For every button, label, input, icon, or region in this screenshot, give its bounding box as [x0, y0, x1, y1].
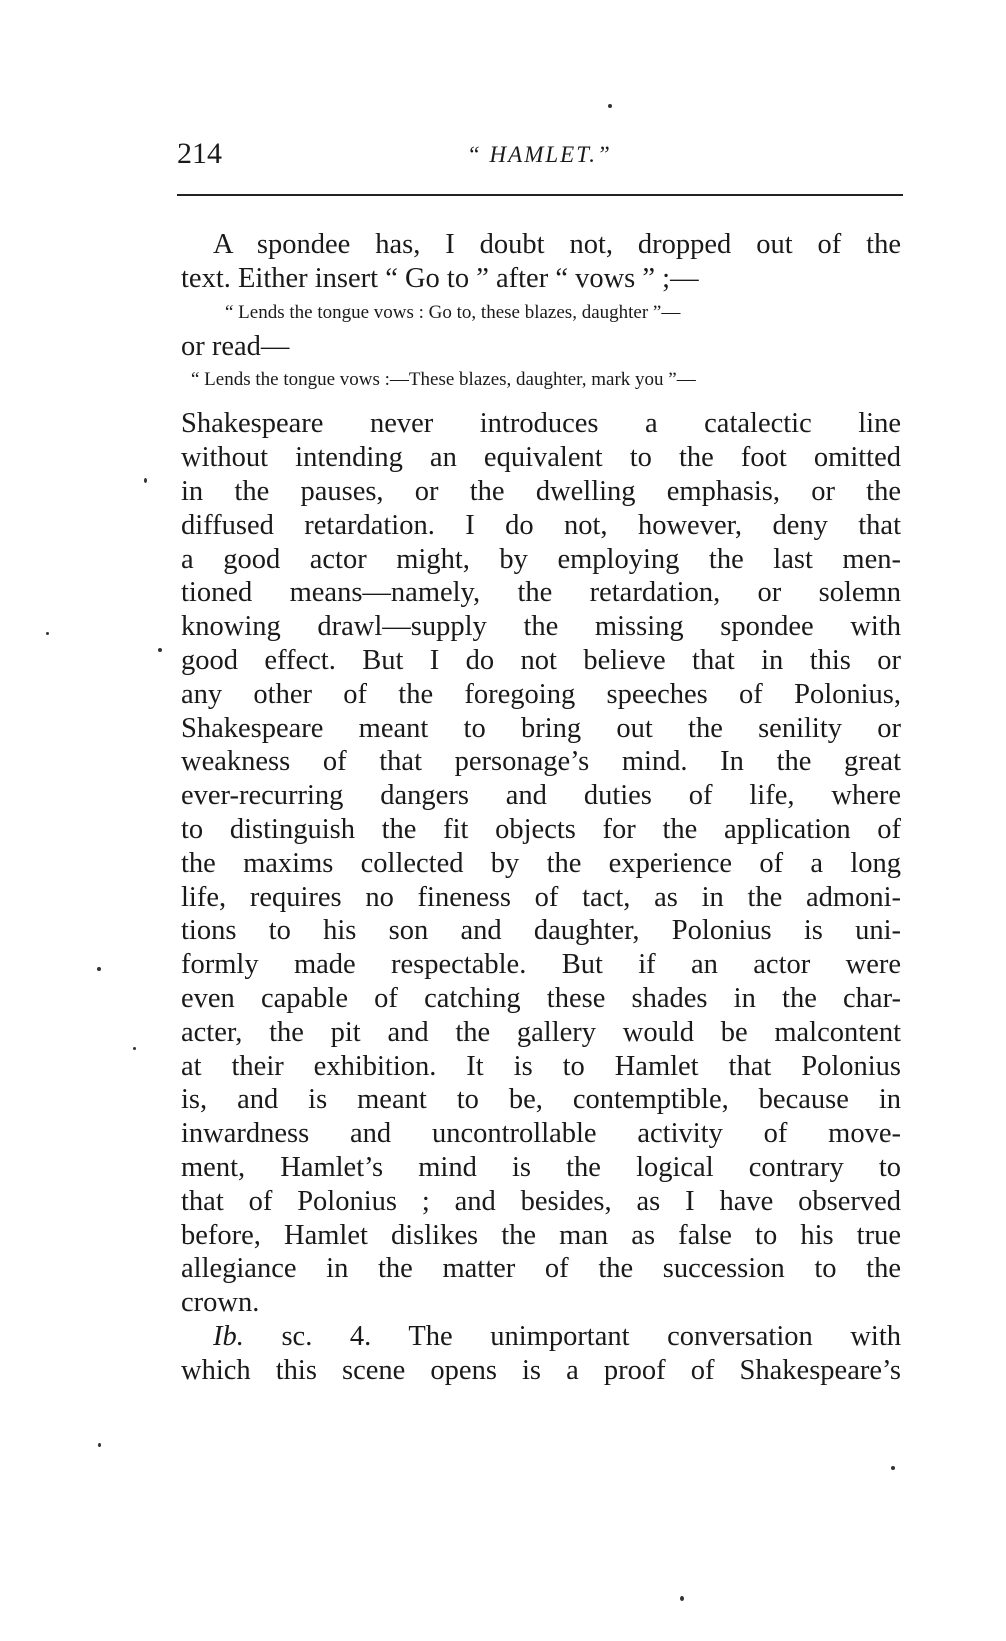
text-line: crown. — [181, 1287, 260, 1319]
text-line: before, Hamlet dislikes the man as false to his true — [181, 1219, 901, 1251]
scan-speck — [158, 648, 162, 652]
scan-speck — [891, 1466, 895, 1470]
text-line: life, requires no fineness of tact, as in the admoni- — [181, 881, 901, 913]
text-line: A spondee has, I doubt not, dropped out of the — [213, 229, 901, 260]
text-line: is, and is meant to be, contemptible, because in — [181, 1084, 901, 1116]
text-line: Shakespeare meant to bring out the senility or — [181, 712, 901, 744]
page-header — [177, 134, 903, 174]
text-line: to distinguish the fit objects for the application of — [181, 813, 901, 845]
header-rule — [177, 194, 903, 196]
scan-speck — [98, 1443, 101, 1447]
text-line-rest: sc. 4. The unimportant conversation with — [243, 1320, 901, 1352]
text-line: diffused retardation. I do not, however, deny that — [181, 509, 901, 541]
text-line: Shakespeare never introduces a catalectic line — [181, 408, 901, 440]
scan-speck — [680, 1596, 684, 1601]
text-line: weakness of that personage’s mind. In the great — [181, 746, 901, 778]
text-line: in the pauses, or the dwelling emphasis, or the — [181, 475, 901, 507]
text-line: or read— — [181, 330, 290, 362]
text-line: even capable of catching these shades in the char- — [181, 982, 901, 1014]
text-line: formly made respectable. But if an actor were — [181, 949, 901, 981]
scan-speck — [144, 478, 147, 483]
verse-quote: “ Lends the tongue vows : Go to, these blazes, daughter ”— — [225, 301, 681, 323]
text-line: tions to his son and daughter, Polonius is uni- — [181, 915, 901, 947]
text-line: allegiance in the matter of the succession to the — [181, 1253, 901, 1285]
body-text — [181, 228, 901, 1388]
spacer — [181, 397, 901, 407]
text-line: the maxims collected by the experience of a long — [181, 847, 901, 879]
text-line: any other of the foregoing speeches of Polonius, — [181, 678, 901, 710]
verse-quote: “ Lends the tongue vows :—These blazes, daughter, mark you ”— — [191, 369, 696, 391]
text-line: knowing drawl—supply the missing spondee with — [181, 611, 901, 643]
text-line: ment, Hamlet’s mind is the logical contrary to — [181, 1151, 901, 1183]
scan-speck — [133, 1047, 136, 1050]
page-number: 214 — [177, 137, 222, 170]
text-line: at their exhibition. It is to Hamlet that Polonius — [181, 1050, 901, 1082]
text-line — [181, 1320, 901, 1354]
text-line: without intending an equivalent to the foot omitted — [181, 442, 901, 474]
text-line: a good actor might, by employing the last men- — [181, 543, 901, 575]
text-line: text. Either insert “ Go to ” after “ vows ” ;— — [181, 262, 699, 294]
text-line: that of Polonius ; and besides, as I have observed — [181, 1185, 901, 1217]
text-line: which this scene opens is a proof of Shakespeare’s — [181, 1354, 901, 1386]
scan-speck — [46, 632, 49, 635]
text-line: tioned means—namely, the retardation, or solemn — [181, 577, 901, 609]
text-line: good effect. But I do not believe that in this or — [181, 644, 901, 676]
text-line: ever-recurring dangers and duties of life, where — [181, 780, 901, 812]
text-line: acter, the pit and the gallery would be malcontent — [181, 1016, 901, 1048]
scan-speck — [608, 104, 612, 108]
running-title: “ HAMLET.” — [467, 142, 612, 167]
ibid-reference: Ib. — [213, 1320, 244, 1352]
text-line: inwardness and uncontrollable activity of move- — [181, 1118, 901, 1150]
scan-speck — [97, 967, 101, 971]
